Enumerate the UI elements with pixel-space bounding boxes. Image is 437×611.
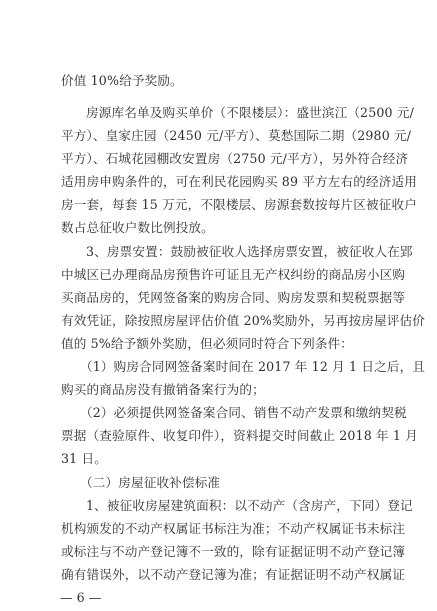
text-line-6: 房一套，每套 15 万元，不限楼层、房源套数按每片区被征收户 [61, 197, 417, 212]
text-line-21: 或标注与不动产登记簿不一致的，除有证据证明不动产登记簿 [61, 544, 406, 559]
text-line-9: 中城区已办理商品房预售许可证且无产权纠纷的商品房小区购 [61, 267, 406, 282]
text-line-7: 数占总征收户数比例投放。 [61, 220, 214, 235]
text-line-20: 机构颁发的不动产权属证书标注为准；不动产权属证书未标注 [61, 521, 406, 536]
text-line-8: 3、房票安置：鼓励被征收人选择房票安置，被征收人在郢 [86, 244, 413, 259]
page-number: — 6 — [60, 590, 102, 605]
text-line-19: 1、被征收房屋建筑面积：以不动产（含房产，下同）登记 [86, 498, 413, 513]
text-line-4: 平方）、石城花园棚改安置房（2750 元/平方），另外符合经济 [61, 151, 409, 166]
text-line-16: 票据（查验原件、收复印件），资料提交时间截止 2018 年 1 月 [61, 428, 418, 443]
section-heading: （二）房屋征收补偿标准 [80, 475, 221, 490]
text-line-22: 确有错误外，以不动产登记簿为准；有证据证明不动产权属证 [61, 567, 406, 582]
text-line-15: （2）必须提供网签备案合同、销售不动产发票和缴纳契税 [80, 405, 407, 420]
text-line-10: 买商品房的，凭网签备案的购房合同、购房发票和契税票据等 [61, 290, 406, 305]
text-line-5: 适用房申购条件的，可在利民花园购买 89 平方左右的经济适用 [61, 174, 417, 189]
text-line-1: 价值 10%给予奖励。 [61, 73, 183, 88]
text-line-14: 购买的商品房没有撤销备案行为的； [61, 382, 265, 397]
text-line-13: （1）购房合同网签备案时间在 2017 年 12 月 1 日之后，且 [80, 359, 426, 374]
text-line-2: 房源库名单及购买单价（不限楼层）：盛世滨江（2500 元/ [86, 105, 415, 120]
text-line-12: 值的 5%给予额外奖励，但必须同时符合下列条件： [61, 336, 354, 351]
text-line-11: 有效凭证，除按照房屋评估价值 20%奖励外，另再按房屋评估价 [61, 313, 425, 328]
text-line-3: 平方）、皇家庄园（2450 元/平方）、莫愁国际二期（2980 元/ [61, 128, 412, 143]
text-line-17: 31 日。 [61, 451, 107, 466]
